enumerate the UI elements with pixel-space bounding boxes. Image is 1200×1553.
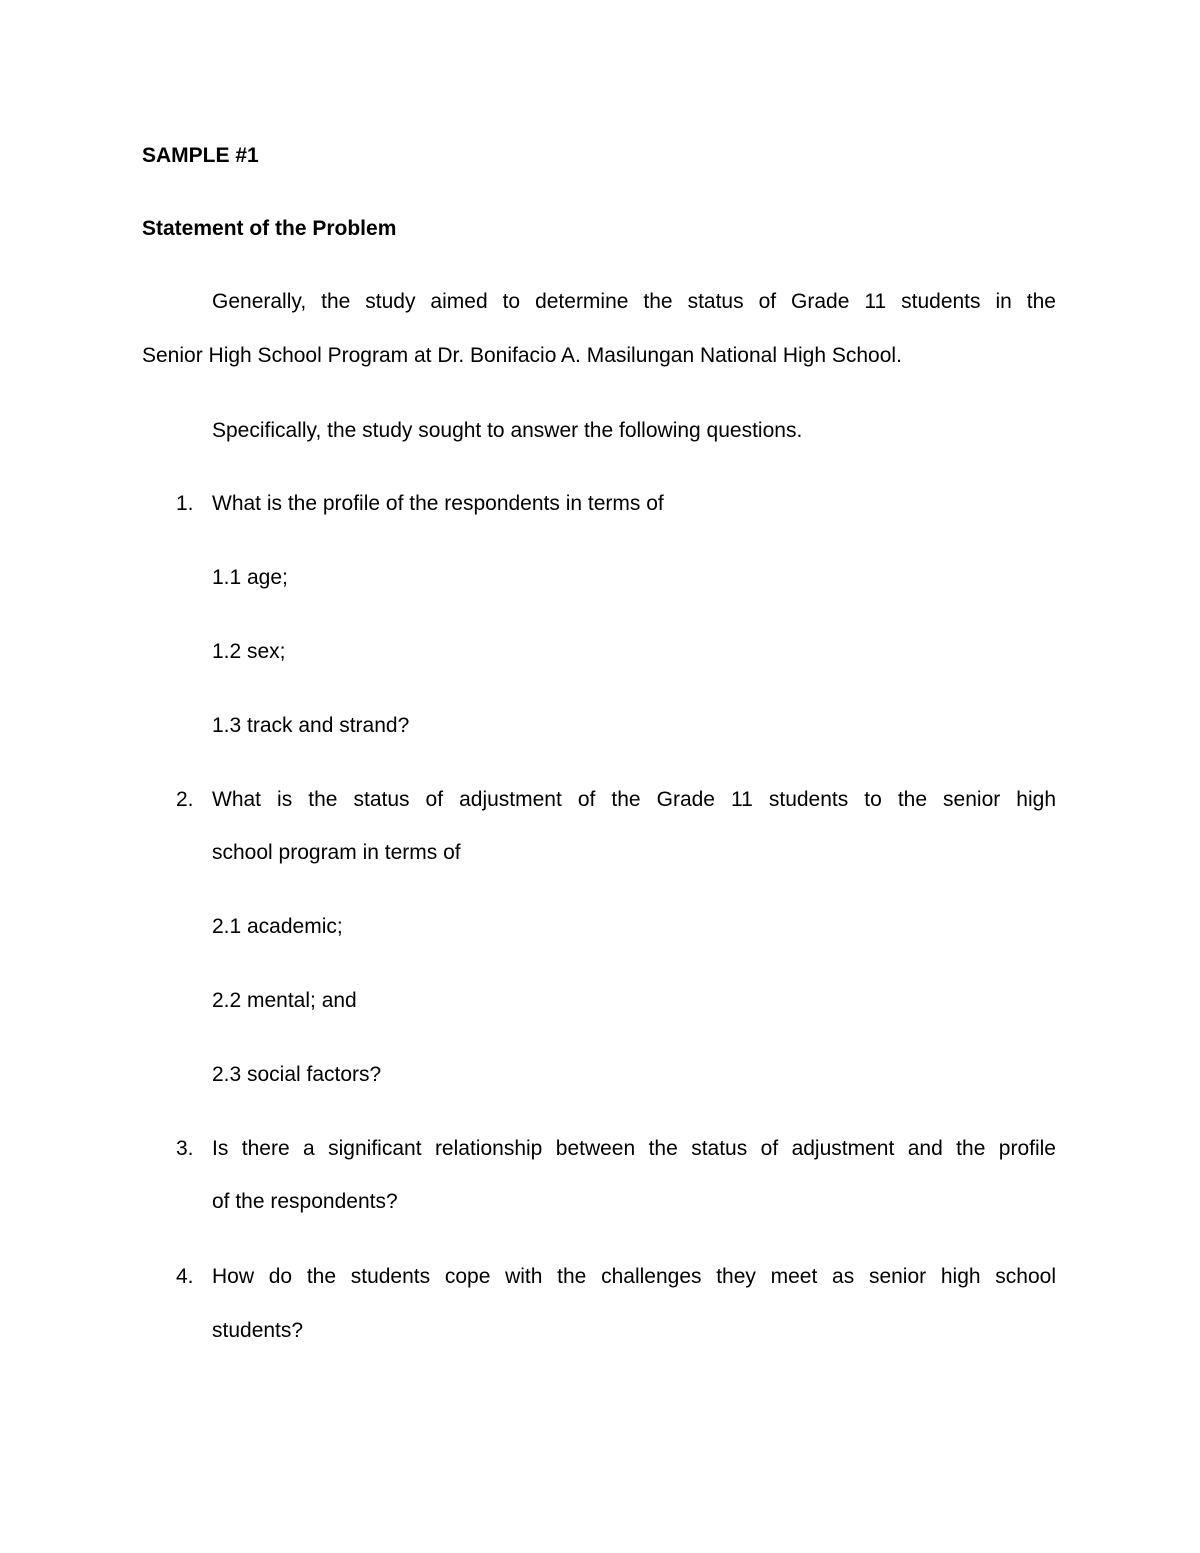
sub-item-text: mental; and xyxy=(247,989,357,1012)
question-number: 4. xyxy=(176,1265,194,1288)
sub-item-number: 1.3 xyxy=(212,714,242,737)
question-text: What is the profile of the respondents in terms of xyxy=(212,492,664,515)
sub-item-number: 2.2 xyxy=(212,989,242,1012)
question-text: What is the status of adjustment of the Grade 11 students to the senior high xyxy=(212,788,1056,811)
sub-item-number: 2.1 xyxy=(212,915,242,938)
question-number: 2. xyxy=(176,788,194,811)
question-text: How do the students cope with the challenges they meet as senior high school xyxy=(212,1265,1056,1288)
question-text-continued: of the respondents? xyxy=(212,1190,398,1213)
question-number: 1. xyxy=(176,492,194,515)
sample-heading: SAMPLE #1 xyxy=(142,144,259,167)
question-text-continued: school program in terms of xyxy=(212,841,461,864)
question-number: 3. xyxy=(176,1137,194,1160)
sub-item-text: social factors? xyxy=(247,1063,382,1086)
sub-item-text: track and strand? xyxy=(247,714,410,737)
question-text-continued: students? xyxy=(212,1319,304,1342)
specific-intro: Specifically, the study sought to answer the following questions. xyxy=(212,419,803,442)
sub-item-number: 1.1 xyxy=(212,566,242,589)
sub-item-number: 1.2 xyxy=(212,640,242,663)
section-heading: Statement of the Problem xyxy=(142,217,397,240)
intro-line-1: Generally, the study aimed to determine the status of Grade 11 students in the xyxy=(212,290,1056,313)
sub-item-text: academic; xyxy=(247,915,343,938)
question-text: Is there a significant relationship between the status of adjustment and the profile xyxy=(212,1137,1056,1160)
sub-item-number: 2.3 xyxy=(212,1063,242,1086)
intro-line-2: Senior High School Program at Dr. Bonifacio A. Masilungan National High School. xyxy=(142,344,902,367)
sub-item-text: age; xyxy=(247,566,288,589)
sub-item-text: sex; xyxy=(247,640,286,663)
